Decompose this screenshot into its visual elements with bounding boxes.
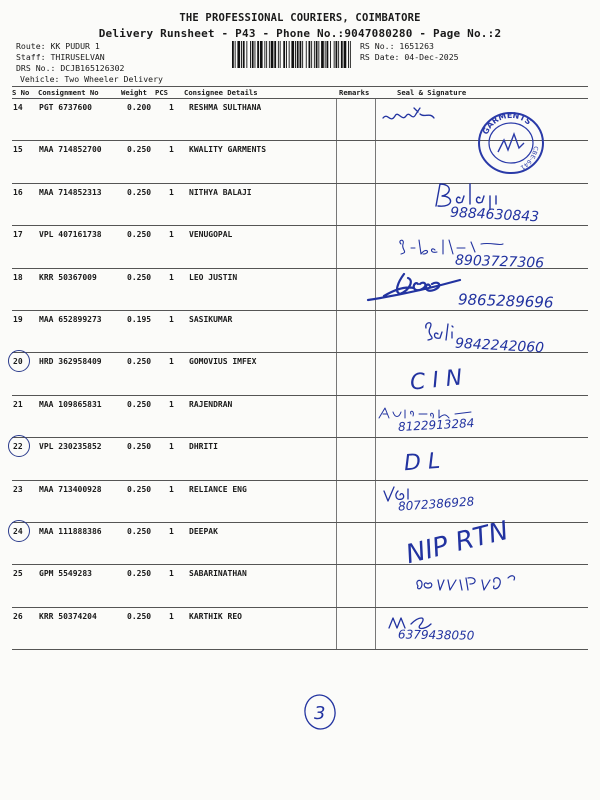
page-number-mark: 3 <box>314 703 326 724</box>
barcode-bar <box>269 41 270 68</box>
barcode-bar <box>350 41 351 68</box>
row-sno: 25 <box>13 569 23 579</box>
drs-number: DRS No.: DCJB165126302 <box>16 63 125 73</box>
row-weight: 0.250 <box>127 230 152 240</box>
rs-number: RS No.: 1651263 <box>360 41 434 51</box>
table-row <box>0 353 600 395</box>
row-consignee: NITHYA BALAJI <box>189 187 252 197</box>
row-weight: 0.250 <box>127 611 152 621</box>
row-consignee: KARTHIK REO <box>189 611 242 621</box>
row-consignee: DEEPAK <box>189 527 218 536</box>
col-consignment: Consignment No <box>38 88 99 97</box>
row-consignment-no: GPM 5549283 <box>39 569 92 579</box>
barcode-bar <box>264 41 265 68</box>
row-pcs: 1 <box>169 315 174 324</box>
row-pcs: 1 <box>169 569 174 579</box>
row-consignment-no: PGT 6737600 <box>39 103 92 112</box>
barcode-bar <box>311 41 312 68</box>
sno-circle-mark <box>8 520 30 542</box>
barcode-bar <box>235 41 236 68</box>
row-sno: 18 <box>13 272 23 282</box>
row-sno: 23 <box>13 484 23 494</box>
row-sno: 24 <box>13 527 23 536</box>
barcode-bar <box>302 41 303 68</box>
barcode-bar <box>306 41 307 68</box>
barcode-bar <box>260 41 263 68</box>
barcode-bar <box>318 41 319 68</box>
row-weight: 0.250 <box>127 272 152 282</box>
barcode-bar <box>257 41 259 68</box>
note-row-24: NIP RTN <box>402 515 512 571</box>
row-consignee: LEO JUSTIN <box>189 272 238 282</box>
barcode-bar <box>252 41 254 68</box>
row-weight: 0.195 <box>127 315 152 324</box>
row-rule <box>12 649 588 650</box>
row-pcs: 1 <box>169 399 174 409</box>
row-consignee: RELIANCE ENG <box>189 484 247 494</box>
barcode-bar <box>250 41 251 68</box>
row-pcs: 1 <box>169 527 174 536</box>
rs-date: RS Date: 04-Dec-2025 <box>360 52 459 62</box>
barcode-bar <box>321 41 324 68</box>
barcode-bar <box>344 41 347 68</box>
row-consignment-no: VPL 230235852 <box>39 442 102 452</box>
row-sno: 17 <box>13 230 23 240</box>
barcode-bar <box>241 41 242 68</box>
barcode-bar <box>237 41 240 68</box>
row-sno: 14 <box>13 103 23 112</box>
barcode-bar <box>309 41 311 68</box>
table-row <box>0 481 600 523</box>
barcode-bar <box>314 41 315 68</box>
row-weight: 0.250 <box>127 145 152 155</box>
company-title: THE PROFESSIONAL COURIERS, COIMBATORE <box>179 12 421 24</box>
table-row <box>0 438 600 480</box>
row-consignment-no: KRR 50374204 <box>39 611 97 621</box>
signature-row-18 <box>364 270 464 304</box>
barcode-bar <box>271 41 274 68</box>
row-weight: 0.250 <box>127 399 152 409</box>
row-consignment-no: MAA 714852700 <box>39 145 102 155</box>
barcode-bar <box>295 41 296 68</box>
row-pcs: 1 <box>169 187 174 197</box>
barcode-bar <box>327 41 329 68</box>
note-row-22: D L <box>403 448 442 477</box>
row-pcs: 1 <box>169 442 174 452</box>
row-weight: 0.250 <box>127 484 152 494</box>
col-pcs: PCS <box>155 88 168 97</box>
barcode-bar <box>274 41 276 68</box>
row-consignee: RAJENDRAN <box>189 399 233 409</box>
row-sno: 19 <box>13 315 23 324</box>
row-consignee: SABARINATHAN <box>189 569 247 579</box>
row-weight: 0.250 <box>127 187 152 197</box>
row-pcs: 1 <box>169 145 174 155</box>
note-row-20: C I N <box>408 365 464 396</box>
barcode-bar <box>325 41 326 68</box>
row-consignee: KWALITY GARMENTS <box>189 145 267 155</box>
col-seal-signature: Seal & Signature <box>397 88 467 97</box>
row-sno: 26 <box>13 611 23 621</box>
barcode-bar <box>286 41 287 68</box>
barcode-bar <box>280 41 281 68</box>
barcode-bar <box>255 41 256 68</box>
row-weight: 0.250 <box>127 527 152 536</box>
sno-circle-mark <box>8 435 30 457</box>
row-consignee: SASIKUMAR <box>189 315 233 324</box>
table-row <box>0 396 600 438</box>
staff-label: Staff: THIRUSELVAN <box>16 52 105 62</box>
row-sno: 20 <box>13 357 23 367</box>
signature-row-25 <box>412 572 522 594</box>
col-remarks: Remarks <box>339 88 370 97</box>
stamp-text: GARMENTS <box>480 110 533 136</box>
barcode-bar <box>338 41 339 68</box>
barcode-bar <box>291 41 294 68</box>
row-consignment-no: MAA 652899273 <box>39 315 102 324</box>
page-number-circle <box>302 692 338 732</box>
row-pcs: 1 <box>169 103 174 112</box>
row-weight: 0.200 <box>127 103 152 112</box>
phone-row-21: 8122913284 <box>397 416 475 434</box>
row-weight: 0.250 <box>127 442 152 452</box>
row-consignee: RESHMA SULTHANA <box>189 103 262 112</box>
barcode <box>232 41 352 68</box>
company-stamp <box>476 110 546 176</box>
barcode-bar <box>283 41 285 68</box>
barcode-bar <box>232 41 234 68</box>
row-sno: 22 <box>13 442 23 452</box>
row-sno: 21 <box>13 399 23 409</box>
barcode-bar <box>289 41 290 68</box>
phone-row-26: 6379438050 <box>397 627 475 643</box>
barcode-bar <box>243 41 245 68</box>
barcode-bar <box>334 41 335 68</box>
row-weight: 0.250 <box>127 569 152 579</box>
barcode-bar <box>300 41 302 68</box>
phone-row-18: 9865289696 <box>457 290 554 312</box>
table-row <box>0 608 600 650</box>
header-rule-top <box>12 86 588 87</box>
phone-row-19: 9842242060 <box>454 335 545 357</box>
row-consignee: VENUGOPAL <box>189 230 233 240</box>
barcode-bar <box>278 41 279 68</box>
row-sno: 15 <box>13 145 23 155</box>
signature-row-14 <box>380 104 440 130</box>
row-consignment-no: MAA 111888386 <box>39 527 102 536</box>
barcode-bar <box>336 41 338 68</box>
stamp-subtext: CBE-641 <box>519 145 540 171</box>
barcode-bar <box>348 41 349 68</box>
barcode-bar <box>341 41 343 68</box>
row-pcs: 1 <box>169 230 174 240</box>
row-pcs: 1 <box>169 611 174 621</box>
row-consignment-no: KRR 50367009 <box>39 272 97 282</box>
barcode-bar <box>246 41 247 68</box>
row-consignment-no: HRD 362958409 <box>39 357 102 367</box>
phone-row-16: 9884630843 <box>449 204 540 226</box>
row-consignment-no: MAA 714852313 <box>39 187 102 197</box>
row-pcs: 1 <box>169 272 174 282</box>
vehicle-label: Vehicle: Two Wheeler Delivery <box>20 74 163 84</box>
runsheet-subtitle: Delivery Runsheet - P43 - Phone No.:9047080280 - Page No.:2 <box>98 27 502 40</box>
barcode-bar <box>316 41 318 68</box>
row-consignment-no: VPL 407161738 <box>39 230 102 240</box>
row-pcs: 1 <box>169 357 174 367</box>
route-label: Route: KK PUDUR 1 <box>16 41 100 51</box>
row-consignment-no: MAA 109865831 <box>39 399 102 409</box>
row-consignee: DHRITI <box>189 442 218 452</box>
row-consignee: GOMOVIUS IMFEX <box>189 357 257 367</box>
row-pcs: 1 <box>169 484 174 494</box>
barcode-bar <box>330 41 331 68</box>
row-consignment-no: MAA 713400928 <box>39 484 102 494</box>
barcode-bar <box>266 41 267 68</box>
col-consignee: Consignee Details <box>184 88 258 97</box>
phone-row-17: 8903727306 <box>454 252 545 272</box>
col-sno: S No <box>12 88 30 97</box>
barcode-bar <box>297 41 299 68</box>
row-sno: 16 <box>13 187 23 197</box>
col-weight: Weight <box>121 88 147 97</box>
phone-row-23: 8072386928 <box>397 494 475 514</box>
row-weight: 0.250 <box>127 357 152 367</box>
sno-circle-mark <box>8 350 30 372</box>
